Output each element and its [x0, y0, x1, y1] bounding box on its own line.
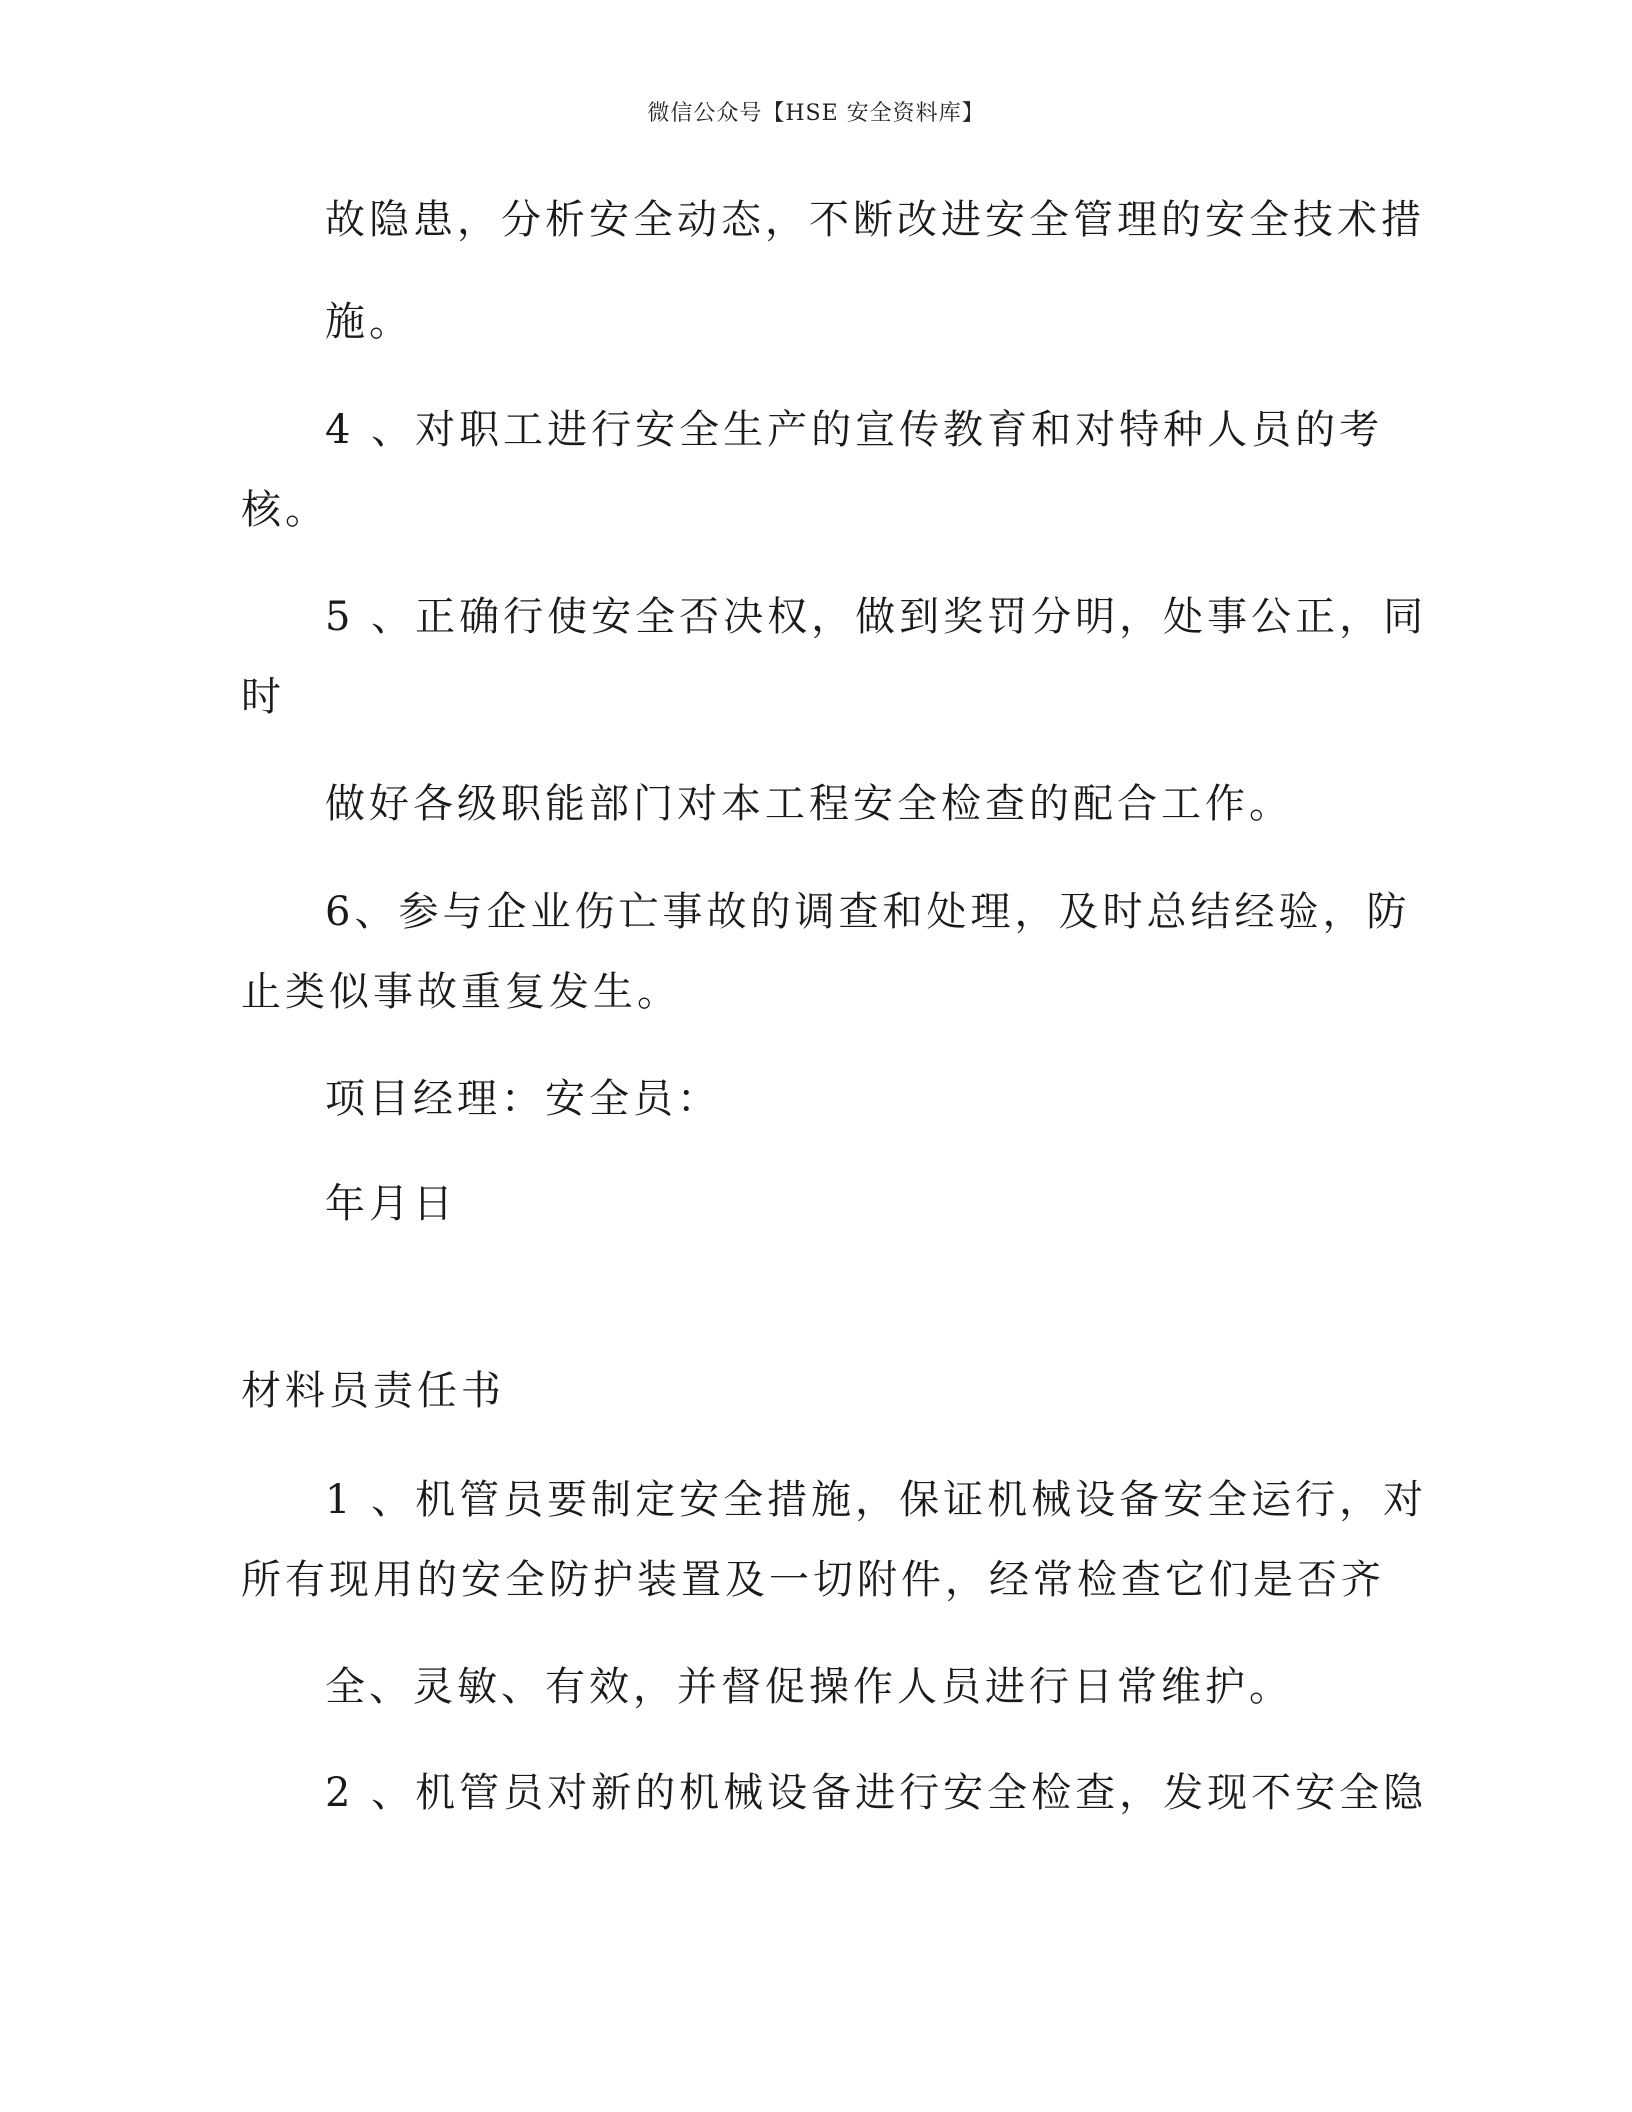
text-line: 4 、对职工进行安全生产的宣传教育和对特种人员的考	[325, 407, 1384, 453]
page-header: 微信公众号【HSE 安全资料库】	[647, 101, 985, 126]
text-line: 6、参与企业伤亡事故的调查和处理，及时总结经验，防	[325, 889, 1411, 935]
text-line: 全、灵敏、有效，并督促操作人员进行日常维护。	[325, 1664, 1293, 1710]
text-line: 时	[241, 674, 285, 720]
text-line: 5 、正确行使安全否决权，做到奖罚分明，处事公正，同	[325, 594, 1428, 640]
text-line: 止类似事故重复发生。	[241, 969, 681, 1015]
text-line: 2 、机管员对新的机械设备进行安全检查，发现不安全隐	[325, 1770, 1428, 1816]
section-title: 材料员责任书	[241, 1368, 505, 1414]
text-line: 做好各级职能部门对本工程安全检查的配合工作。	[325, 781, 1293, 827]
signature-line: 项目经理：安全员：	[325, 1076, 721, 1122]
text-line: 施。	[325, 299, 413, 345]
text-line: 所有现用的安全防护装置及一切附件，经常检查它们是否齐	[241, 1557, 1385, 1603]
text-line: 核。	[241, 487, 329, 533]
text-line: 1 、机管员要制定安全措施，保证机械设备安全运行，对	[325, 1477, 1428, 1523]
date-line: 年月日	[325, 1181, 457, 1227]
text-line: 故隐患，分析安全动态，不断改进安全管理的安全技术措	[325, 197, 1425, 243]
